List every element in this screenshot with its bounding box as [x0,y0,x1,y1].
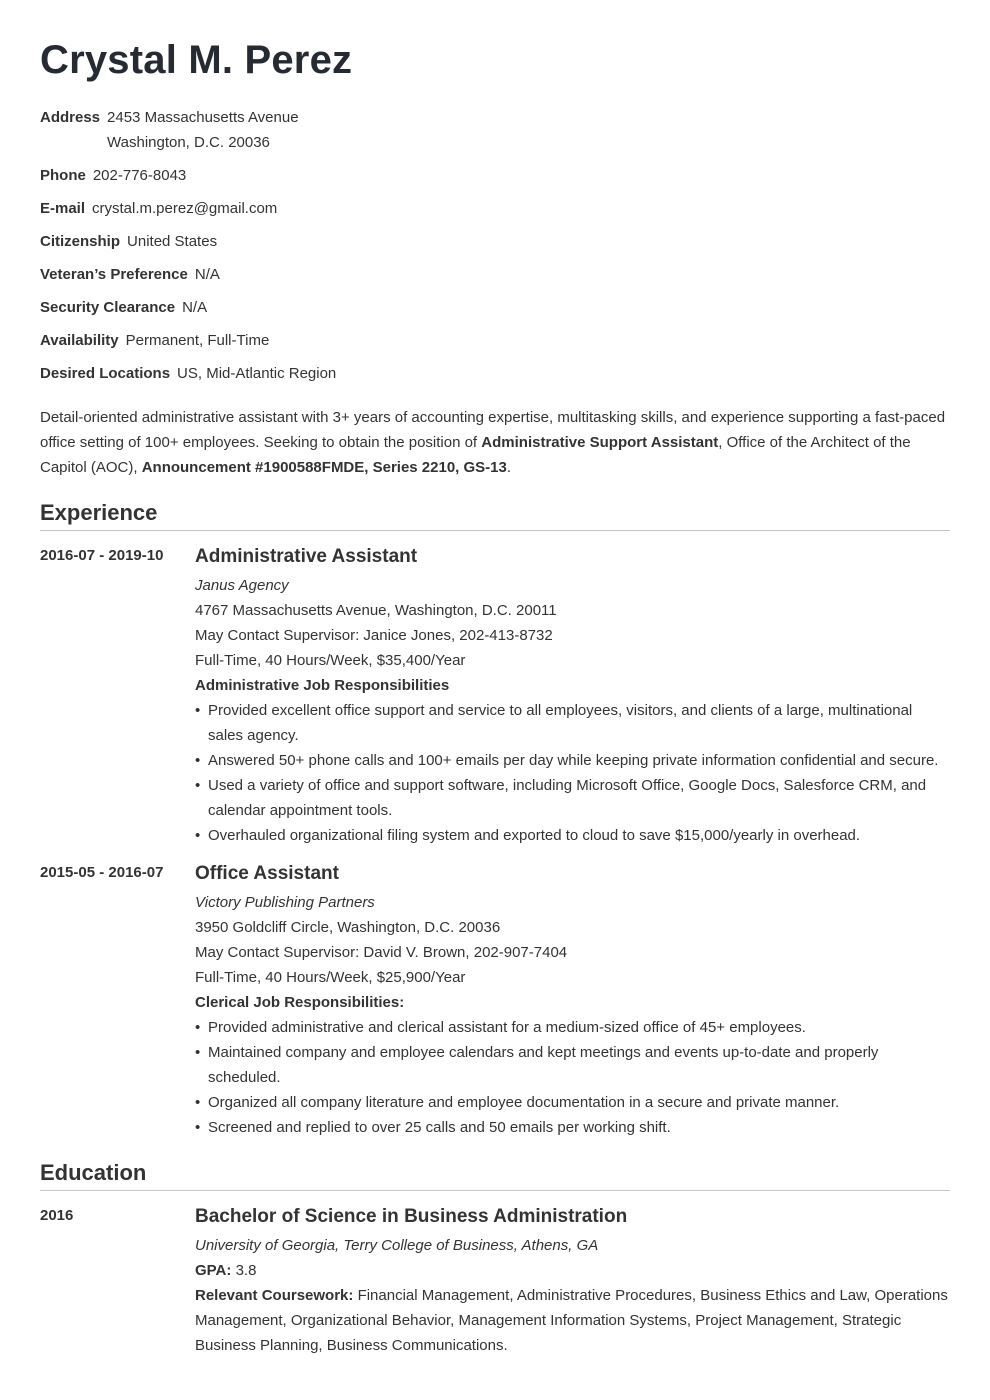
locations-label: Desired Locations [40,365,171,382]
job-responsibilities-list [195,1015,950,1140]
veteran-row [40,262,950,287]
gpa-value: 3.8 [235,1262,257,1279]
experience-heading: Experience [40,498,950,531]
job-responsibilities-heading: Clerical Job Responsibilities: [195,994,405,1011]
job-terms: Full-Time, 40 Hours/Week, $35,400/Year [195,652,466,669]
phone-label: Phone [40,167,86,184]
job-entry [40,543,950,848]
phone-row [40,163,950,188]
summary-announcement: Announcement #1900588FMDE, Series 2210, GS-13 [141,459,507,476]
candidate-name: Crystal M. Perez [40,38,353,82]
availability-row [40,328,950,353]
coursework-label: Relevant Coursework: [195,1287,354,1304]
job-supervisor: May Contact Supervisor: Janice Jones, 202-413-8732 [195,627,553,644]
list-item: • Provided administrative and clerical assistant for a medium-sized office of 45+ employees. [195,1015,950,1040]
job-entry [40,860,950,1140]
summary-text-1: Detail-oriented administrative assistant with 3+ years of accounting expertise, multitasking skills, and experience supporting a fast-paced office setting of 100+ employees. Seeking to obtain the position of [40,409,946,451]
address-label: Address [40,109,101,126]
job-responsibilities-list [195,698,950,848]
job-responsibilities-heading: Administrative Job Responsibilities [195,677,450,694]
citizenship-value: United States [127,233,218,250]
email-row [40,196,950,221]
job-address: 3950 Goldcliff Circle, Washington, D.C. 20036 [195,919,501,936]
education-entry [40,1203,950,1358]
list-item: • Answered 50+ phone calls and 100+ emails per day while keeping private information confidential and secure. [195,748,950,773]
availability-label: Availability [40,332,119,349]
veteran-value: N/A [194,266,220,283]
list-item: • Provided excellent office support and service to all employees, visitors, and clients of a large, multinational sales agency. [195,698,950,748]
email-value: crystal.m.perez@gmail.com [92,200,278,217]
school-name: University of Georgia, Terry College of Business, Athens, GA [195,1237,599,1254]
job-title: Administrative Assistant [195,546,418,567]
clearance-value: N/A [182,299,208,316]
job-company: Janus Agency [195,577,289,594]
job-title: Office Assistant [195,863,339,884]
degree-title: Bachelor of Science in Business Administration [195,1206,628,1227]
list-item: • Organized all company literature and employee documentation in a secure and private manner. [195,1090,950,1115]
citizenship-label: Citizenship [40,233,121,250]
job-supervisor: May Contact Supervisor: David V. Brown, 202-907-7404 [195,944,568,961]
job-dates: 2016-07 - 2019-10 [40,547,164,564]
locations-row [40,361,950,386]
summary-text-2: , Office of the Architect of the Capitol (AOC), [40,434,911,476]
phone-value: 202-776-8043 [92,167,187,184]
summary-position: Administrative Support Assistant [481,434,719,451]
gpa-label: GPA: [195,1262,232,1279]
education-heading: Education [40,1158,950,1191]
summary-paragraph [40,405,950,480]
address-line-2: Washington, D.C. 20036 [107,134,270,151]
gpa-row [195,1258,950,1283]
job-dates: 2015-05 - 2016-07 [40,864,164,881]
availability-value: Permanent, Full-Time [125,332,270,349]
list-item: • Overhauled organizational filing system and exported to cloud to save $15,000/yearly in overhead. [195,823,950,848]
job-address: 4767 Massachusetts Avenue, Washington, D.C. 20011 [195,602,557,619]
coursework-row [195,1283,950,1358]
address-row [40,105,950,155]
email-label: E-mail [40,200,86,217]
clearance-row [40,295,950,320]
education-year: 2016 [40,1207,74,1224]
clearance-label: Security Clearance [40,299,176,316]
coursework-value: Financial Management, Administrative Procedures, Business Ethics and Law, Operations Management, Organizational Behavior, Management Information Systems, Project Management, Strategic Business Planning, Business Communications. [195,1287,948,1354]
list-item: • Maintained company and employee calendars and kept meetings and events up-to-date and properly scheduled. [195,1040,950,1090]
summary-text-3: . [506,459,512,476]
address-line-1: 2453 Massachusetts Avenue [107,109,299,126]
contact-info [40,105,950,386]
job-terms: Full-Time, 40 Hours/Week, $25,900/Year [195,969,466,986]
veteran-label: Veteran’s Preference [40,266,188,283]
list-item: • Screened and replied to over 25 calls and 50 emails per working shift. [195,1115,950,1140]
job-company: Victory Publishing Partners [195,894,375,911]
locations-value: US, Mid-Atlantic Region [177,365,337,382]
list-item: • Used a variety of office and support software, including Microsoft Office, Google Docs, Salesforce CRM, and calendar appointment tools. [195,773,950,823]
citizenship-row [40,229,950,254]
